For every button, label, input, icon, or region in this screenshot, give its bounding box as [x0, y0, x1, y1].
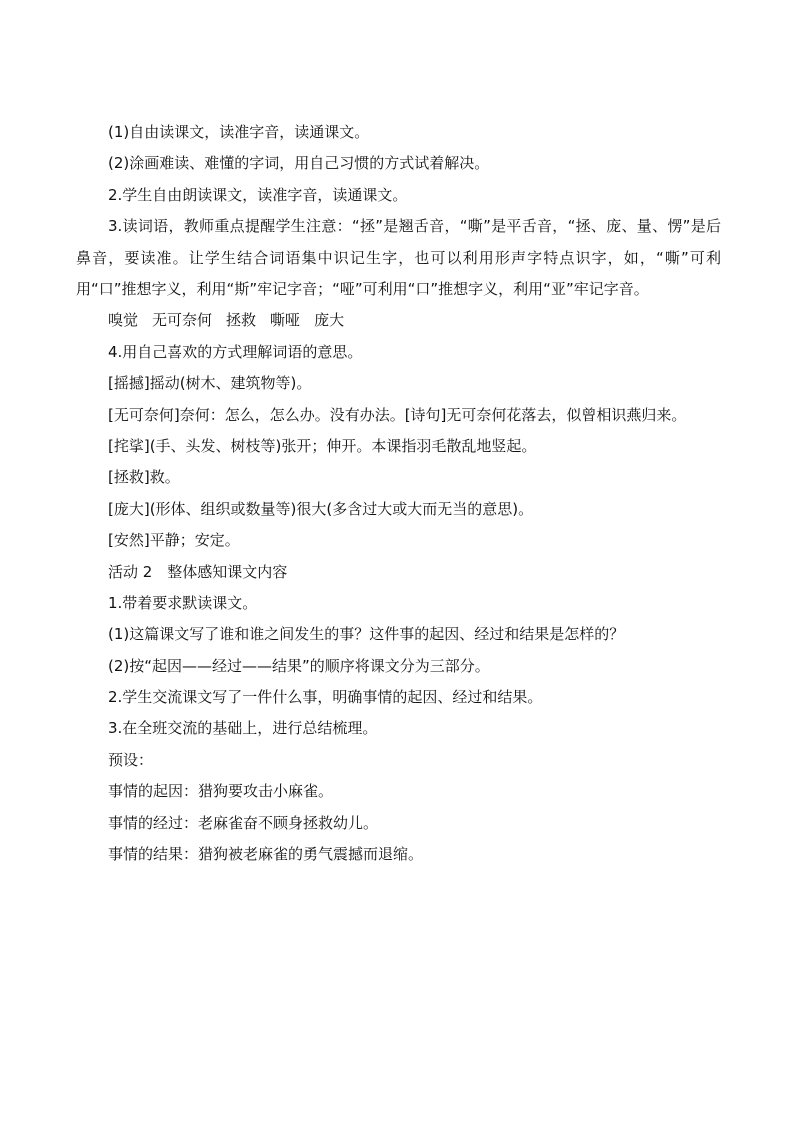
step-read-freely: (1)自由读课文，读准字音，读通课文。	[108, 123, 370, 141]
preset-label: 预设：	[108, 750, 154, 769]
definition-pangda: [庞大](形体、组织或数量等)很大(多含过大或大而无当的意思)。	[108, 499, 534, 518]
word-item: 嘶哑	[270, 311, 301, 330]
definition-zhengjiu: [拯救]救。	[108, 468, 180, 487]
step-mark-difficult-words: (2)涂画难读、难懂的字词，用自己习惯的方式试着解决。	[108, 154, 490, 173]
step-understand-words: 4.用自己喜欢的方式理解词语的意思。	[108, 342, 363, 361]
definition-wukenaihe: [无可奈何]奈何：怎么，怎么办。没有办法。[诗句]无可奈何花落去，似曾相识燕归来。	[108, 405, 687, 424]
question-who-and-what: (1)这篇课文写了谁和谁之间发生的事？这件事的起因、经过和结果是怎样的？	[108, 625, 625, 644]
word-item: 嗅觉	[108, 311, 139, 330]
step-read-words-paragraph: 3.读词语，教师重点提醒学生注意：“拯”是翘舌音，“嘶”是平舌音，“拯、庞、量、愣”是后鼻音，要读准。让学生结合词语集中识记生字，也可以利用形声字特点识字，如，“嘶”可利用“口”推想字义，利用“斯”牢记字音；“哑”可利用“口”推想字义，利用“亚”牢记字音。	[76, 217, 721, 298]
step-student-read-aloud: 2.学生自由朗读课文，读准字音，读通课文。	[108, 185, 408, 204]
question-divide-sections: (2)按“起因——经过——结果”的顺序将课文分为三部分。	[108, 656, 490, 675]
definition-yaohan: [摇撼]摇动(树木、建筑物等)。	[108, 374, 312, 393]
step-summary: 3.在全班交流的基础上，进行总结梳理。	[108, 719, 378, 738]
vocabulary-word-list	[76, 305, 721, 336]
word-item: 无可奈何	[152, 311, 213, 330]
document-body	[76, 117, 721, 870]
word-item: 拯救	[226, 311, 257, 330]
event-process: 事情的经过：老麻雀奋不顾身拯救幼儿。	[108, 813, 379, 832]
definition-zhasha: [挓挲](手、头发、树枝等)张开；伸开。本课指羽毛散乱地竖起。	[108, 436, 537, 455]
activity-2-heading: 活动 2 整体感知课文内容	[108, 562, 288, 581]
definition-anran: [安然]平静；安定。	[108, 531, 240, 550]
word-item: 庞大	[314, 311, 345, 330]
event-result: 事情的结果：猎狗被老麻雀的勇气震撼而退缩。	[108, 845, 424, 864]
event-cause: 事情的起因：猎狗要攻击小麻雀。	[108, 782, 334, 801]
step-silent-reading: 1.带着要求默读课文。	[108, 593, 258, 612]
step-exchange: 2.学生交流课文写了一件什么事，明确事情的起因、经过和结果。	[108, 688, 543, 707]
